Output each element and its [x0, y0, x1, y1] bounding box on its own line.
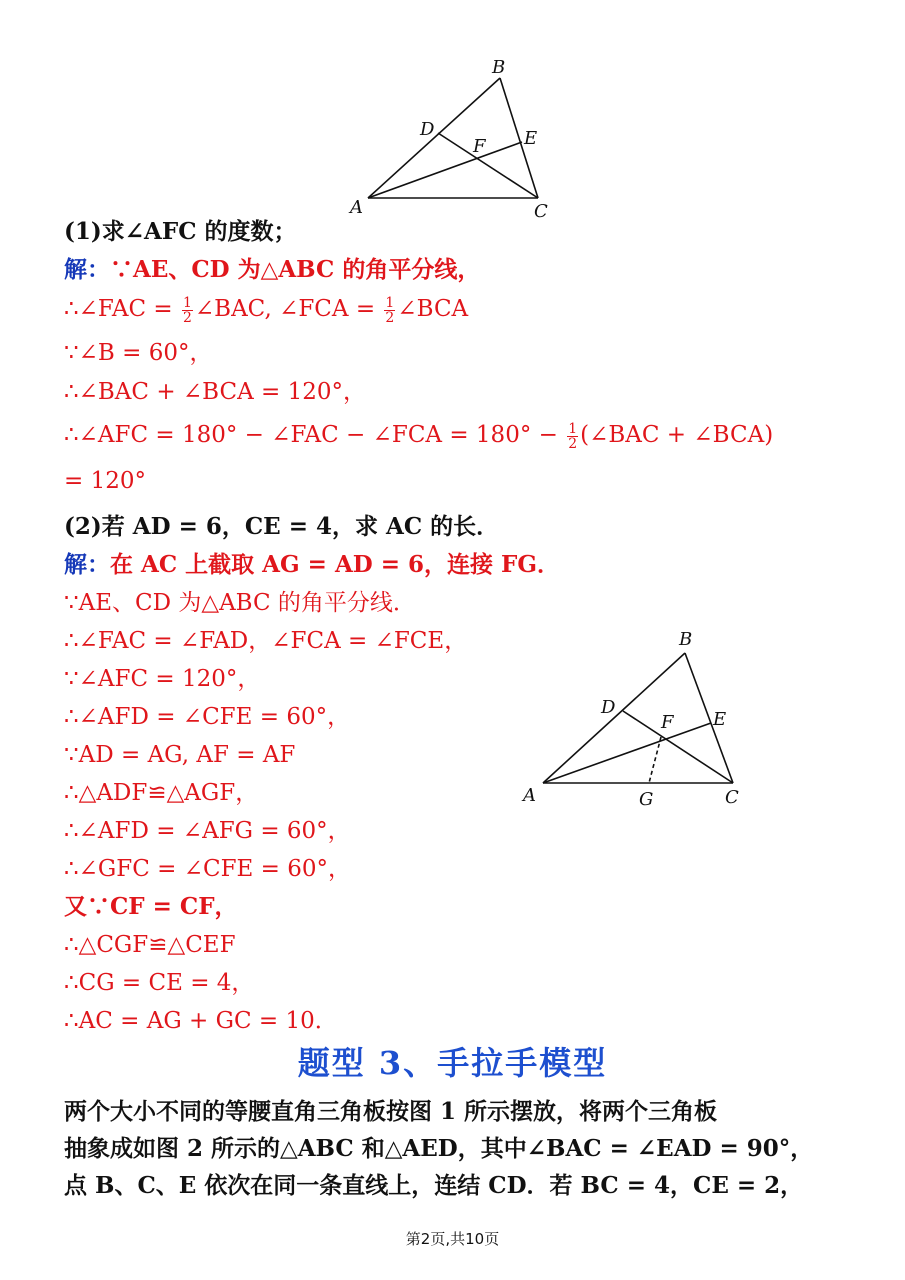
- part2-solution-line-8: ∴∠AFD = ∠AFG = 60°，: [64, 818, 351, 844]
- solution-colon: ：: [87, 551, 110, 578]
- solution-label: 解: [64, 256, 87, 283]
- label-g: G: [639, 789, 654, 810]
- part2-solution-line-2: ∵AE、CD 为△ABC 的角平分线．: [64, 590, 416, 616]
- fraction-half: [384, 296, 395, 325]
- fraction-numerator: 1: [568, 420, 578, 437]
- part1-solution-line-4: ∴∠BAC + ∠BCA = 120°，: [64, 379, 367, 405]
- part2-solution-line-1: [64, 550, 560, 580]
- label-a: A: [350, 197, 363, 218]
- expr-part: ∴∠AFC = 180° − ∠FAC − ∠FCA = 180° −: [64, 422, 558, 448]
- part2-solution-line-5: ∴∠AFD = ∠CFE = 60°，: [64, 704, 351, 730]
- fraction-denominator: 2: [568, 435, 578, 452]
- label-a: A: [523, 785, 536, 806]
- label-c: C: [725, 787, 739, 808]
- part2-solution-line-6: ∵AD = AG, AF = AF: [64, 742, 296, 768]
- label-d: D: [601, 697, 616, 718]
- problem-line-2: 抽象成如图 2 所示的△ABC 和△AED，其中∠BAC = ∠EAD = 90°，: [64, 1135, 814, 1162]
- label-e: E: [713, 709, 727, 730]
- part1-solution-line-2: [64, 294, 468, 325]
- fraction-half: [182, 296, 193, 325]
- triangle-figure-2: [515, 625, 755, 810]
- part1-solution-line-6: = 120°: [64, 468, 146, 494]
- fraction-denominator: 2: [385, 309, 395, 326]
- expr-part: ∴∠FAC =: [64, 296, 173, 322]
- part2-solution-line-10: 又∵CF = CF，: [64, 893, 238, 920]
- part1-solution-line-5: [64, 420, 773, 451]
- label-d: D: [420, 119, 435, 140]
- part2-solution-line-13: ∴AC = AG + GC = 10．: [64, 1008, 338, 1034]
- expr-part: ∠BCA: [397, 296, 469, 322]
- problem-line-1: 两个大小不同的等腰直角三角板按图 1 所示摆放，将两个三角板: [64, 1098, 718, 1125]
- solution-text: 在 AC 上截取 AG = AD = 6，连接 FG．: [110, 551, 561, 578]
- label-e: E: [524, 128, 538, 149]
- part2-solution-line-7: ∴△ADF≌△AGF，: [64, 780, 259, 806]
- fraction-numerator: 1: [385, 294, 395, 311]
- label-f: F: [473, 136, 486, 157]
- part2-question: (2)若 AD = 6，CE = 4，求 AC 的长．: [64, 513, 500, 540]
- solution-colon: ：: [87, 256, 110, 283]
- label-b: B: [679, 629, 693, 650]
- label-f: F: [661, 712, 674, 733]
- segment-cd: [438, 133, 538, 198]
- part2-solution-line-4: ∵∠AFC = 120°，: [64, 666, 261, 692]
- part1-solution-line-3: ∵∠B = 60°，: [64, 340, 213, 366]
- section-heading: 题型 3、手拉手模型: [297, 1044, 608, 1082]
- solution-label: 解: [64, 551, 87, 578]
- part2-solution-line-11: ∴△CGF≌△CEF: [64, 932, 236, 958]
- part2-solution-line-12: ∴CG = CE = 4，: [64, 970, 255, 996]
- part2-solution-line-3: ∴∠FAC = ∠FAD，∠FCA = ∠FCE，: [64, 628, 468, 654]
- expr-part: ∠BAC, ∠FCA =: [194, 296, 376, 322]
- fraction-numerator: 1: [182, 294, 192, 311]
- part1-question: (1)求∠AFC 的度数；: [64, 218, 297, 245]
- label-c: C: [534, 201, 548, 220]
- page-number-footer: 第2页,共10页: [405, 1230, 500, 1248]
- segment-ae: [368, 142, 522, 198]
- expr-part: (∠BAC + ∠BCA): [580, 422, 774, 448]
- part1-solution-line-1: [64, 255, 480, 285]
- fraction-half: [567, 422, 578, 451]
- problem-line-3: 点 B、C、E 依次在同一条直线上，连结 CD．若 BC = 4，CE = 2，: [64, 1172, 804, 1199]
- solution-text: ∵AE、CD 为△ABC 的角平分线，: [110, 256, 481, 283]
- triangle-figure-1: [340, 55, 570, 220]
- part2-solution-line-9: ∴∠GFC = ∠CFE = 60°，: [64, 856, 352, 882]
- fraction-denominator: 2: [182, 309, 192, 326]
- label-b: B: [492, 57, 506, 78]
